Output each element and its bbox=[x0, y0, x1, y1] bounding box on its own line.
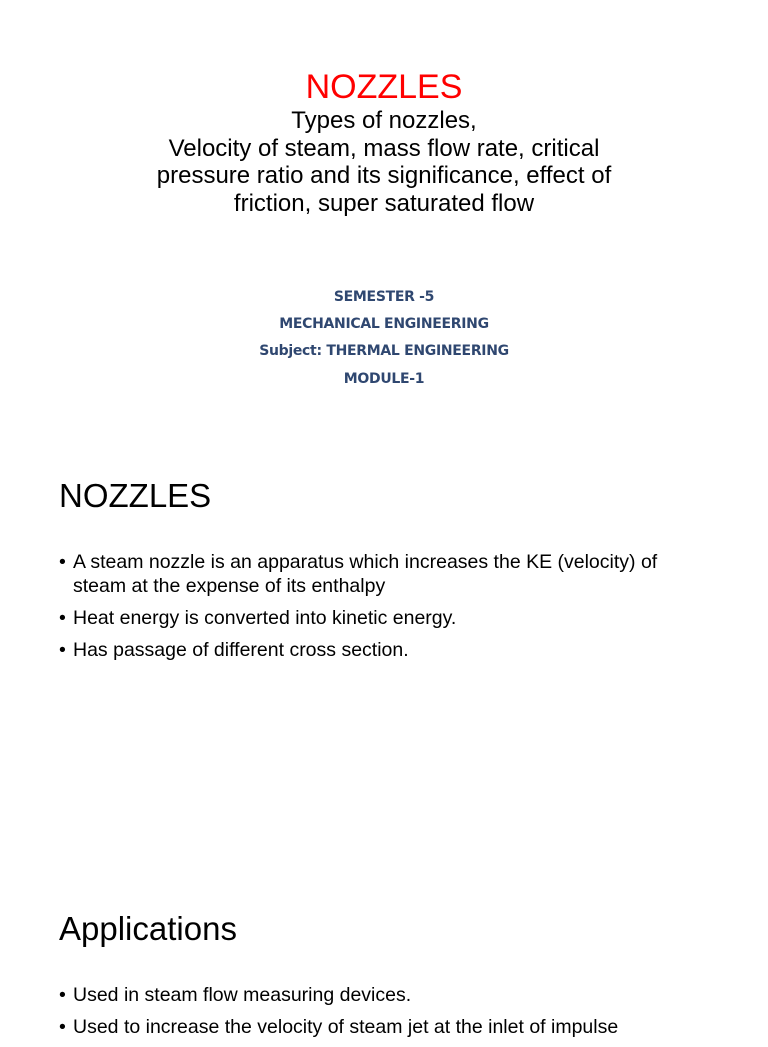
list-item bbox=[59, 638, 699, 662]
subtitle-line: friction, super saturated flow bbox=[233, 189, 535, 217]
slide-subtitle bbox=[80, 107, 688, 217]
slide-heading: NOZZLES bbox=[59, 477, 212, 514]
slide-heading: Applications bbox=[59, 910, 237, 947]
list-item bbox=[59, 606, 699, 630]
bullet-text: Used in steam flow measuring devices. bbox=[73, 984, 412, 1006]
bullet-text: Has passage of different cross section. bbox=[73, 639, 409, 661]
slide-title: NOZZLES bbox=[305, 68, 463, 106]
bullet-icon: • bbox=[59, 607, 66, 629]
subject-label: Subject: THERMAL ENGINEERING bbox=[259, 343, 509, 359]
bullet-icon: • bbox=[59, 1016, 66, 1038]
list-item bbox=[59, 550, 699, 598]
list-item bbox=[59, 1015, 699, 1039]
list-item bbox=[59, 983, 699, 1007]
department-label: MECHANICAL ENGINEERING bbox=[279, 316, 489, 332]
subtitle-line: pressure ratio and its significance, effect of bbox=[156, 162, 612, 189]
subtitle-line: Velocity of steam, mass flow rate, critical bbox=[168, 134, 600, 162]
bullet-text: Used to increase the velocity of steam jet at the inlet of impulse bbox=[73, 1016, 619, 1038]
bullet-text: A steam nozzle is an apparatus which increases the KE (velocity) of steam at the expense of its enthalpy bbox=[73, 551, 658, 597]
bullet-icon: • bbox=[59, 639, 66, 661]
semester-label: SEMESTER -5 bbox=[333, 289, 435, 305]
bullet-text: Heat energy is converted into kinetic energy. bbox=[73, 607, 457, 629]
bullet-icon: • bbox=[59, 984, 66, 1006]
bullet-list bbox=[59, 983, 699, 1047]
subtitle-line: Types of nozzles, bbox=[291, 107, 477, 134]
bullet-icon: • bbox=[59, 551, 66, 573]
bullet-list bbox=[59, 550, 699, 670]
module-label: MODULE-1 bbox=[343, 371, 425, 387]
